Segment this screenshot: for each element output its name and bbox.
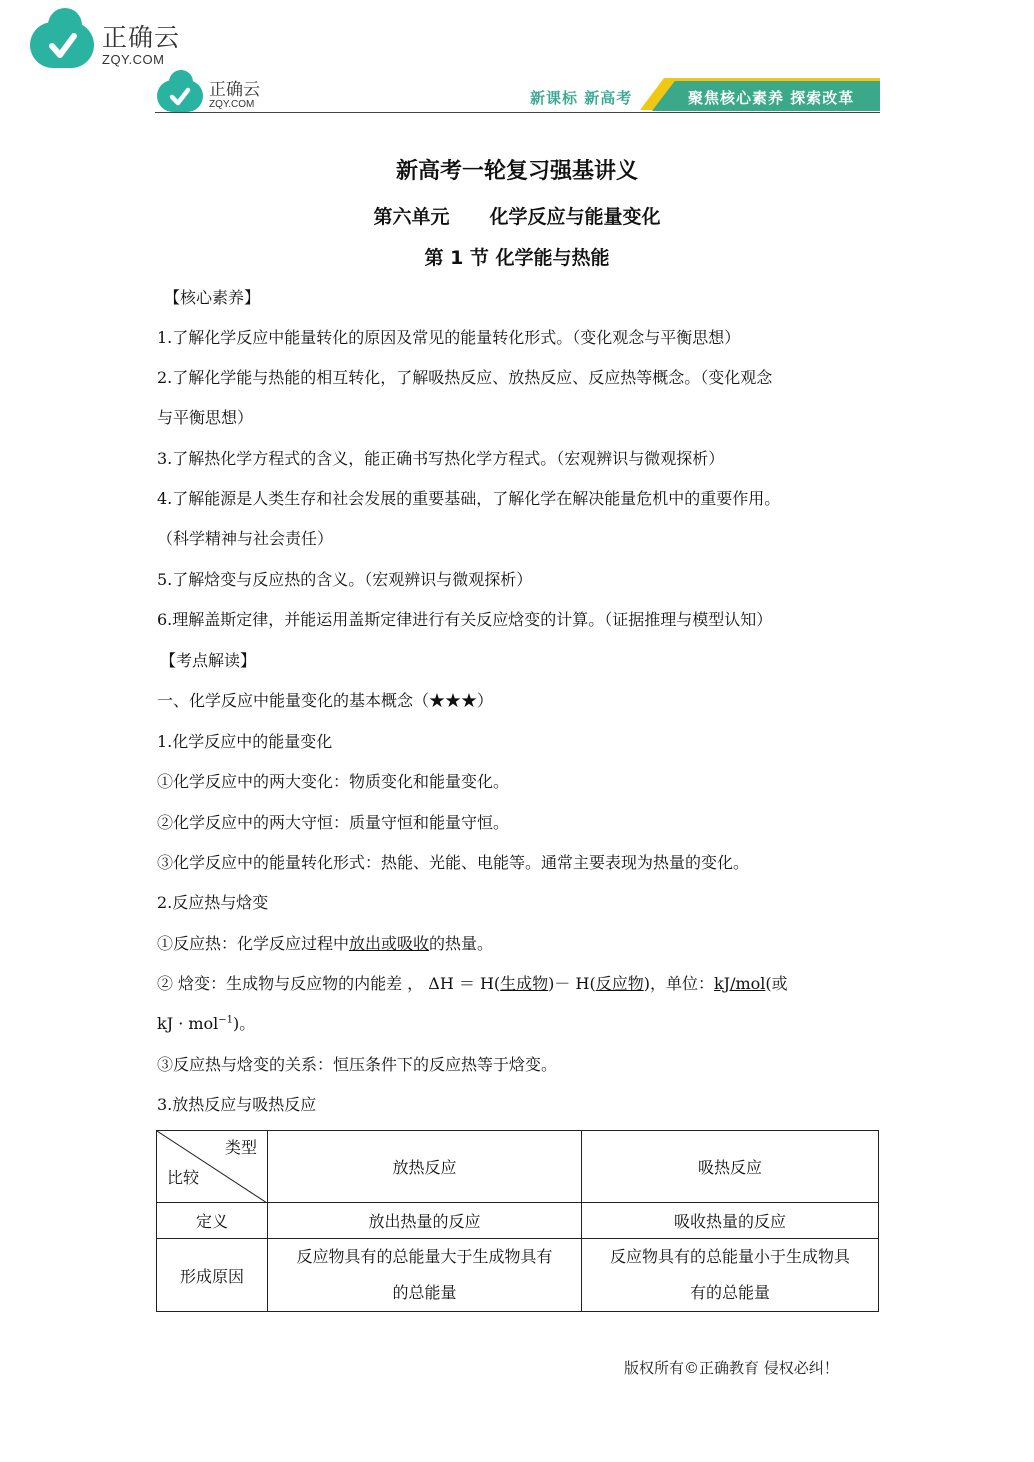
table-cell: 吸收热量的反应	[582, 1203, 879, 1239]
core-item-2-cont: 与平衡思想）	[157, 408, 254, 427]
part-1-heading: 一、化学反应中能量变化的基本概念（★★★）	[157, 691, 494, 710]
cloud-check-icon	[157, 80, 203, 112]
header-brand-name: 正确云	[209, 80, 260, 100]
row-label: 形成原因	[157, 1239, 268, 1312]
comparison-table	[156, 1130, 879, 1312]
header-logo	[157, 80, 260, 112]
sub-1-heading: 1.化学反应中的能量变化	[157, 732, 333, 751]
unit-topic: 化学反应与能量变化	[489, 206, 661, 228]
sub-1-item-1: ①化学反应中的两大变化：物质变化和能量变化。	[157, 772, 510, 791]
sub-2-item-3: ③反应热与焓变的关系：恒压条件下的反应热等于焓变。	[157, 1055, 558, 1074]
core-item-2: 2.了解化学能与热能的相互转化，了解吸热反应、放热反应、反应热等概念。（变化观念	[157, 368, 773, 387]
sub-2-item-2-cont: kJ · mol$^{-1}$)。	[157, 1014, 256, 1033]
brand-domain: ZQY.COM	[102, 51, 165, 67]
sub-1-item-2: ②化学反应中的两大守恒：质量守恒和能量守恒。	[157, 813, 510, 832]
core-heading: 【核心素养】	[164, 288, 261, 307]
table-header-row	[157, 1131, 879, 1203]
underlined-answer: 放出或吸收	[349, 934, 430, 953]
sub-3-heading: 3.放热反应与吸热反应	[157, 1095, 317, 1114]
table-cell: 反应物具有的总能量小于生成物具 有的总能量	[582, 1239, 879, 1312]
sub-2-item-2: ② 焓变：生成物与反应物的内能差 ， ΔH ＝ H(生成物)－ H(反应物)，单位：kJ/mol(或	[157, 974, 788, 993]
table-row	[157, 1203, 879, 1239]
core-item-4-cont: （科学精神与社会责任）	[157, 529, 334, 548]
brand-name: 正确云	[102, 22, 181, 52]
corner-label-type: 类型	[224, 1138, 257, 1157]
header-slogan-right: 聚焦核心素养 探索改革	[688, 89, 855, 107]
underlined-answer: 生成物	[500, 974, 549, 993]
row-label: 定义	[157, 1203, 268, 1239]
core-item-6: 6.理解盖斯定律，并能运用盖斯定律进行有关反应焓变的计算。（证据推理与模型认知）	[157, 610, 773, 629]
sub-2-heading: 2.反应热与焓变	[157, 893, 269, 912]
header-slogan-left: 新课标 新高考	[530, 89, 633, 107]
underlined-answer: 反应物	[595, 974, 644, 993]
table-corner-cell	[157, 1131, 268, 1203]
document-title: 新高考一轮复习强基讲义	[395, 159, 638, 184]
core-item-3: 3.了解热化学方程式的含义，能正确书写热化学方程式。（宏观辨识与微观探析）	[157, 449, 725, 468]
core-item-5: 5.了解焓变与反应热的含义。（宏观辨识与微观探析）	[157, 570, 533, 589]
corner-label-compare: 比较	[167, 1168, 200, 1187]
core-item-1: 1.了解化学反应中能量转化的原因及常见的能量转化形式。（变化观念与平衡思想）	[157, 328, 741, 347]
cloud-check-icon	[30, 22, 94, 68]
table-row	[157, 1239, 879, 1312]
brand-logo	[30, 22, 180, 68]
section-title: 第 1 节 化学能与热能	[424, 247, 610, 269]
unit-title	[0, 202, 1034, 229]
sub-2-item-1: ①反应热：化学反应过程中放出或吸收的热量。	[157, 934, 494, 953]
table-cell: 放出热量的反应	[268, 1203, 582, 1239]
column-header-exothermic: 放热反应	[268, 1131, 582, 1203]
column-header-endothermic: 吸热反应	[582, 1131, 879, 1203]
sub-1-item-3: ③化学反应中的能量转化形式：热能、光能、电能等。通常主要表现为热量的变化。	[157, 853, 750, 872]
header-divider	[155, 112, 880, 113]
underlined-answer: kJ/mol	[713, 974, 766, 993]
copyright-footer: 版权所有©正确教育 侵权必纠！	[624, 1359, 839, 1377]
unit-number: 第六单元	[373, 206, 450, 228]
header-brand-domain: ZQY.COM	[209, 99, 255, 110]
core-item-4: 4.了解能源是人类生存和社会发展的重要基础，了解化学在解决能量危机中的重要作用。	[157, 489, 781, 508]
table-cell: 反应物具有的总能量大于生成物具有 的总能量	[268, 1239, 582, 1312]
reading-heading: 【考点解读】	[160, 651, 257, 670]
